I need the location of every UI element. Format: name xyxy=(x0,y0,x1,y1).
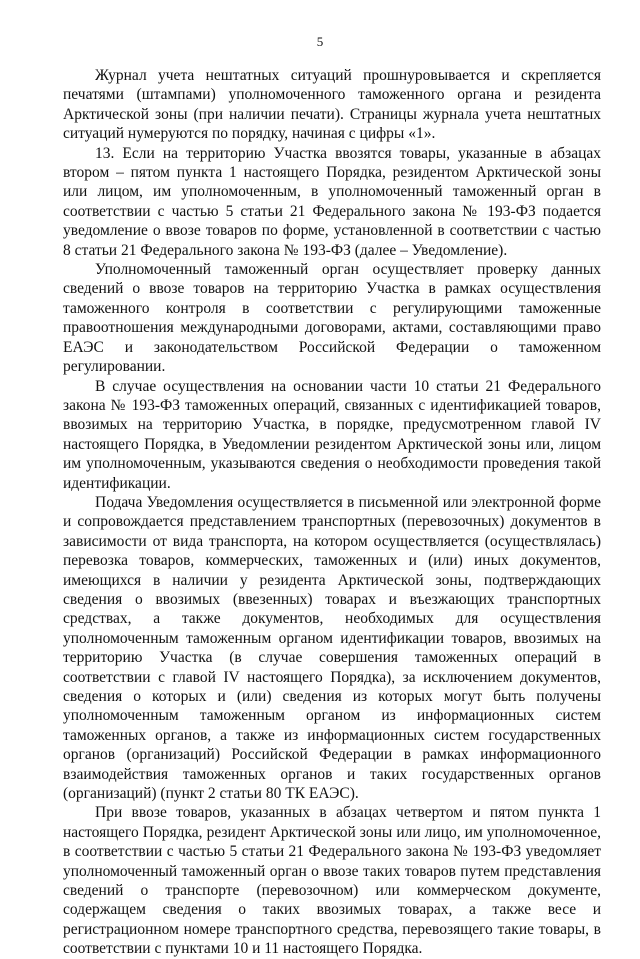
paragraph-import-goods: При ввозе товаров, указанных в абзацах четвертом и пятом пункта 1 настоящего Порядка, резидент Арктической зоны или лицо, им уполномоченное, в соответствии с частью 5 статьи 21 Федерального закона № 193-ФЗ уведомляет уполномоченный таможенный орган о ввозе таких товаров путем представления сведений о транспорте (перевозочном) или коммерческом документе, содержащем сведения о таких ввозимых товарах, а также весе и регистрационном номере транспортного средства, перевозящего такие товары, в соответствии с пунктами 10 и 11 настоящего Порядка. xyxy=(63,804,601,958)
paragraph-item-13-notification: 13. Если на территорию Участка ввозятся товары, указанные в абзацах втором – пятом пункта 1 настоящего Порядка, резидентом Арктической зоны или лицом, им уполномоченным, в уполномоченный таможенный орган в соответствии с частью 5 статьи 21 Федерального закона № 193-ФЗ подается уведомление о ввозе товаров по форме, установленной в соответствии с частью 8 статьи 21 Федерального закона № 193-ФЗ (далее – Уведомление). xyxy=(63,144,601,259)
paragraph-notification-submission: Подача Уведомления осуществляется в письменной или электронной форме и сопровождается представлением транспортных (перевозочных) документов в зависимости от вида транспорта, на котором осуществляется (осуществлялась) перевозка товаров, коммерческих, таможенных и (или) иных документов, имеющихся в наличии у резидента Арктической зоны, подтверждающих сведения о ввозимых (ввезенных) товарах и въезжающих транспортных средствах, а также документов, необходимых для осуществления уполномоченным таможенным органом идентификации товаров, ввозимых на территорию Участка (в случае совершения таможенных операций в соответствии с главой IV настоящего Порядка), за исключением документов, сведения о которых и (или) сведения из которых могут быть получены уполномоченным таможенным органом из информационных систем таможенных органов, а также из информационных систем государственных органов (организаций) Российской Федерации в рамках информационного взаимодействия таможенных органов и таких государственных органов (организаций) (пункт 2 статьи 80 ТК ЕАЭС). xyxy=(63,493,601,803)
page-number: 5 xyxy=(316,34,324,49)
paragraph-journal-binding: Журнал учета нештатных ситуаций прошнуровывается и скрепляется печатями (штампами) уполномоченного таможенного органа и резидента Арктической зоны (при наличии печати). Страницы журнала учета нештатных ситуаций нумеруются по порядку, начиная с цифры «1». xyxy=(63,67,601,143)
document-body xyxy=(63,66,601,959)
paragraph-customs-verification: Уполномоченный таможенный орган осуществляет проверку данных сведений о ввозе товаров на территорию Участка в рамках осуществления таможенного контроля в соответствии с регулирующими таможенные правоотношения международными договорами, актами, составляющими право ЕАЭС и законодательством Российской Федерации о таможенном регулировании. xyxy=(63,261,601,376)
paragraph-identification: В случае осуществления на основании части 10 статьи 21 Федерального закона № 193-ФЗ таможенных операций, связанных с идентификацией товаров, ввозимых на территорию Участка, в порядке, предусмотренном главой IV настоящего Порядка, в Уведомлении резидентом Арктической зоны или, лицом им уполномоченным, указываются сведения о необходимости проведения такой идентификации. xyxy=(63,377,601,492)
